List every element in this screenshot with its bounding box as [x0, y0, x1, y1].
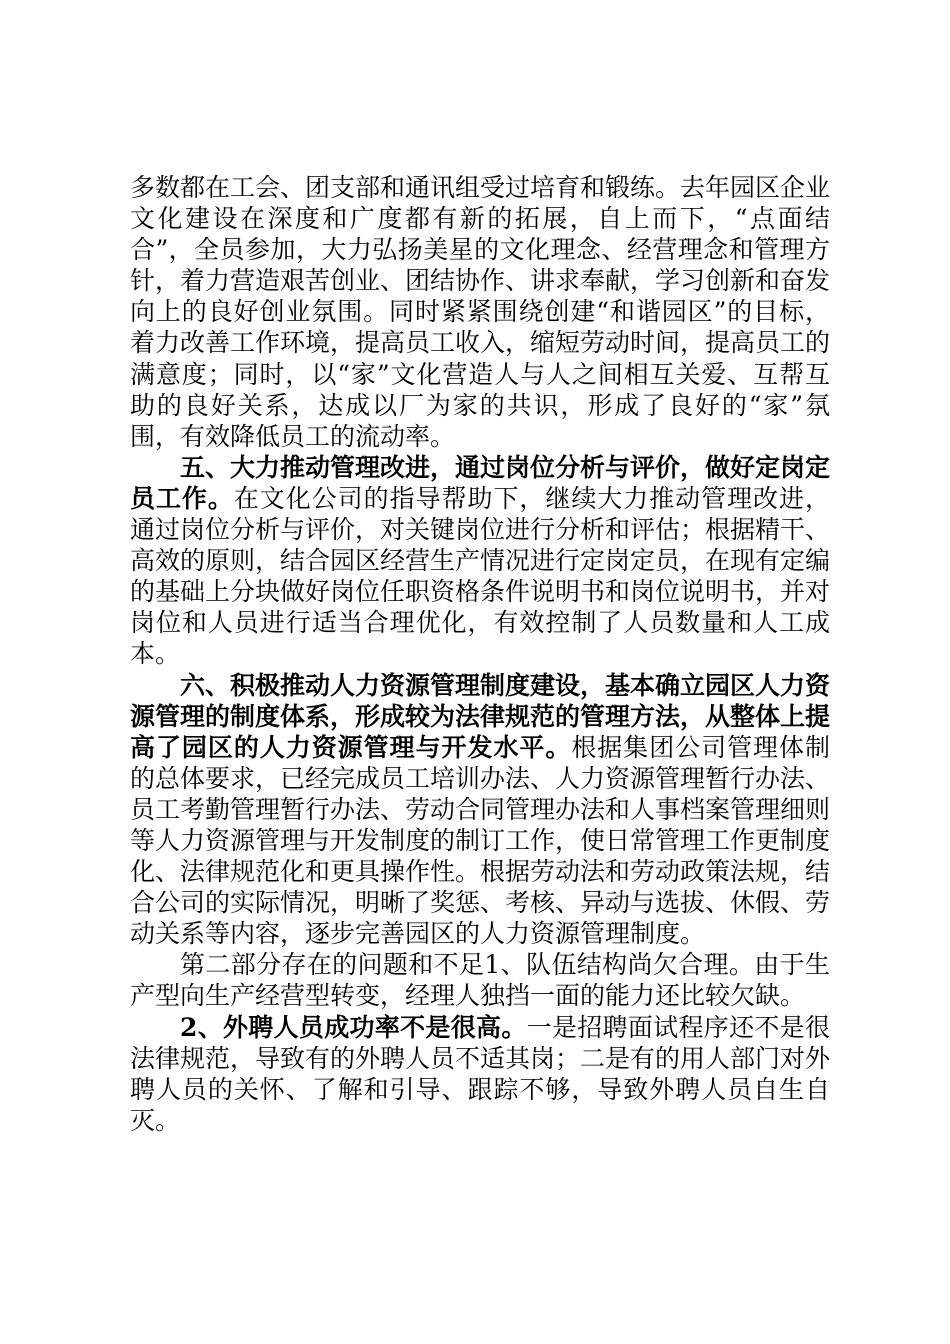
section-heading: 2、外聘人员成功率不是很高。 [180, 1012, 527, 1042]
paragraph-text: 多数都在工会、团支部和通讯组受过培育和锻练。去年园区企业文化建设在深度和广度都有新的拓展，自上而下，“点面结合”，全员参加，大力弘扬美星的文化理念、经营理念和管理方针，着力营造艰苦创业、团结协作、讲求奉献，学习创新和奋发向上的良好创业氛围。同时紧紧围绕创建“和谐园区”的目标，着力改善工作环境，提高员工收入，缩短劳动时间，提高员工的满意度；同时，以“家”文化营造人与人之间相互关爱、互帮互助的良好关系，达成以厂为家的共识，形成了良好的“家”氛围，有效降低员工的流动率。 [130, 173, 831, 451]
paragraph-part-two [130, 949, 830, 1011]
paragraph-text: 一是招聘面试程序还不是很法律规范，导致有的外聘人员不适其岗；二是有的用人部门对外聘人员的关怀、了解和引导、跟踪不够，导致外聘人员自生自灭。 [130, 1012, 831, 1135]
paragraph-text: 第二部分存在的问题和不足1、队伍结构尚欠合理。由于生产型向生产经营型转变，经理人独挡一面的能力还比较欠缺。 [130, 950, 830, 1011]
paragraph-culture [130, 172, 830, 452]
paragraph-section-six [130, 670, 830, 950]
document-body [130, 172, 830, 1136]
section-heading: 六、积极推动人力资源管理制度建设，基本确立园区人力资源管理的制度体系，形成较为法律规范的管理方法，从整体上提高了园区的人力资源管理与开发水平。 [130, 670, 831, 762]
paragraph-issue-two [130, 1012, 830, 1136]
section-heading: 五、大力推动管理改进，通过岗位分析与评价，做好定岗定员工作。 [130, 452, 831, 513]
paragraph-section-five [130, 452, 830, 670]
paragraph-text: 在文化公司的指导帮助下，继续大力推动管理改进，通过岗位分析与评价，对关键岗位进行分析和评估；根据精干、高效的原则，结合园区经营生产情况进行定岗定员，在现有定编的基础上分块做好岗位任职资格条件说明书和岗位说明书，并对岗位和人员进行适当合理优化，有效控制了人员数量和人工成本。 [130, 483, 831, 669]
paragraph-text: 根据集团公司管理体制的总体要求，已经完成员工培训办法、人力资源管理暂行办法、员工考勤管理暂行办法、劳动合同管理办法和人事档案管理细则等人力资源管理与开发制度的制订工作，使日常管理工作更制度化、法律规范化和更具操作性。根据劳动法和劳动政策法规，结合公司的实际情况，明晰了奖惩、考核、异动与选拔、休假、劳动关系等内容，逐步完善园区的人力资源管理制度。 [130, 732, 831, 949]
